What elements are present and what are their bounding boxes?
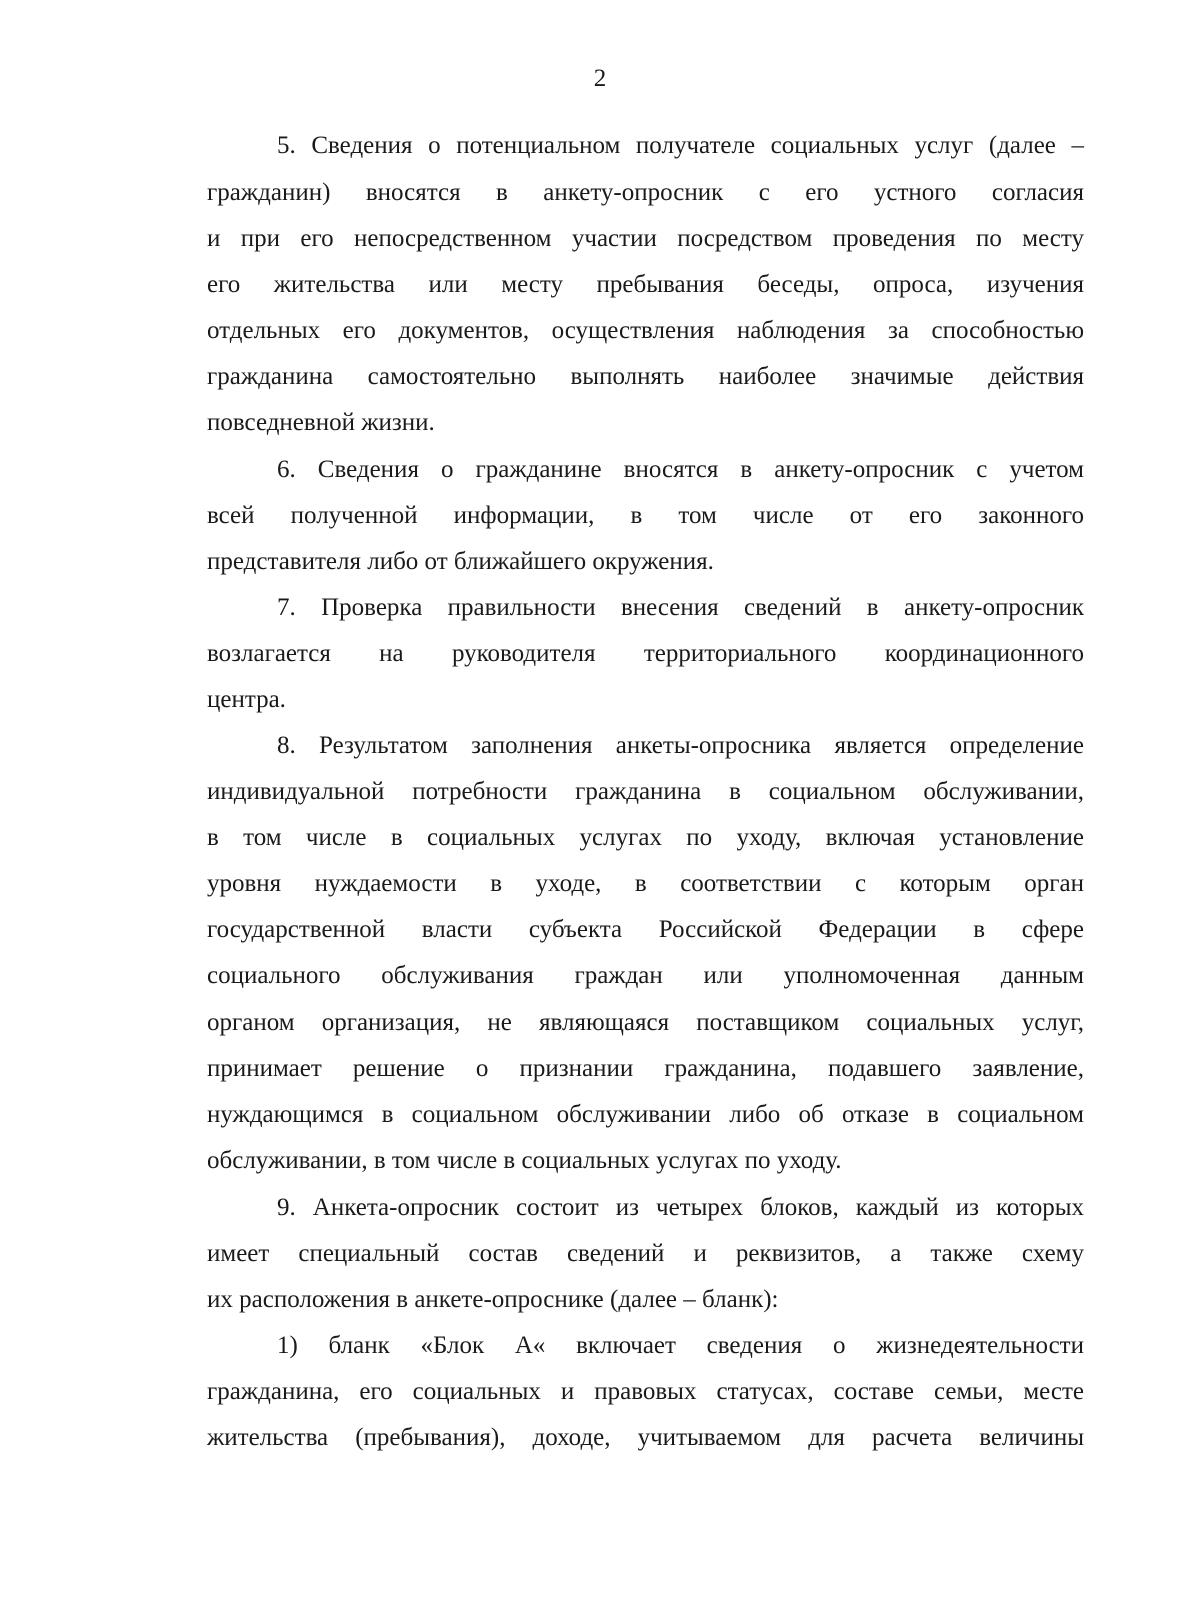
paragraph-5-line-2: гражданин) вносятся в анкету-опросник с его устного согласия xyxy=(207,179,1084,206)
paragraph-7-line-3: центра. xyxy=(207,686,286,713)
paragraph-7-line-2: возлагается на руководителя территориального координационного xyxy=(207,640,1084,667)
page-number: 2 xyxy=(593,65,607,92)
paragraph-9-line-2: имеет специальный состав сведений и реквизитов, а также схему xyxy=(207,1240,1084,1267)
subitem-1-line-1: 1) бланк «Блок А« включает сведения о жизнедеятельности xyxy=(277,1332,1084,1359)
paragraph-8-line-7: органом организация, не являющаяся поставщиком социальных услуг, xyxy=(207,1009,1084,1036)
paragraph-7-line-1: 7. Проверка правильности внесения сведений в анкету-опросник xyxy=(277,594,1084,621)
paragraph-8-line-9: нуждающимся в социальном обслуживании либо об отказе в социальном xyxy=(207,1101,1084,1128)
subitem-1-line-2: гражданина, его социальных и правовых статусах, составе семьи, месте xyxy=(207,1378,1084,1405)
paragraph-8-line-8: принимает решение о признании гражданина, подавшего заявление, xyxy=(207,1055,1084,1082)
paragraph-8-line-3: в том числе в социальных услугах по уходу, включая установление xyxy=(207,824,1084,851)
paragraph-5-line-6: гражданина самостоятельно выполнять наиболее значимые действия xyxy=(207,363,1084,390)
paragraph-9-line-3: их расположения в анкете-опроснике (далее – бланк): xyxy=(207,1286,779,1313)
paragraph-5-line-1: 5. Сведения о потенциальном получателе социальных услуг (далее – xyxy=(277,132,1084,159)
paragraph-8-line-10: обслуживании, в том числе в социальных услугах по уходу. xyxy=(207,1147,842,1174)
paragraph-5-line-5: отдельных его документов, осуществления наблюдения за способностью xyxy=(207,317,1084,344)
paragraph-8-line-1: 8. Результатом заполнения анкеты-опросника является определение xyxy=(277,732,1084,759)
paragraph-5-line-7: повседневной жизни. xyxy=(207,409,435,436)
paragraph-8-line-6: социального обслуживания граждан или уполномоченная данным xyxy=(207,962,1084,989)
paragraph-9-line-1: 9. Анкета-опросник состоит из четырех блоков, каждый из которых xyxy=(277,1194,1084,1221)
paragraph-6-line-3: представителя либо от ближайшего окружения. xyxy=(207,548,714,575)
paragraph-5-line-4: его жительства или месту пребывания беседы, опроса, изучения xyxy=(207,271,1084,298)
paragraph-8-line-4: уровня нуждаемости в уходе, в соответствии с которым орган xyxy=(207,870,1084,897)
subitem-1-line-3: жительства (пребывания), доходе, учитываемом для расчета величины xyxy=(207,1424,1084,1451)
paragraph-6-line-1: 6. Сведения о гражданине вносятся в анкету-опросник с учетом xyxy=(277,456,1084,483)
paragraph-8-line-2: индивидуальной потребности гражданина в социальном обслуживании, xyxy=(207,778,1084,805)
paragraph-6-line-2: всей полученной информации, в том числе от его законного xyxy=(207,502,1084,529)
paragraph-5-line-3: и при его непосредственном участии посредством проведения по месту xyxy=(207,225,1084,252)
paragraph-8-line-5: государственной власти субъекта Российской Федерации в сфере xyxy=(207,916,1084,943)
